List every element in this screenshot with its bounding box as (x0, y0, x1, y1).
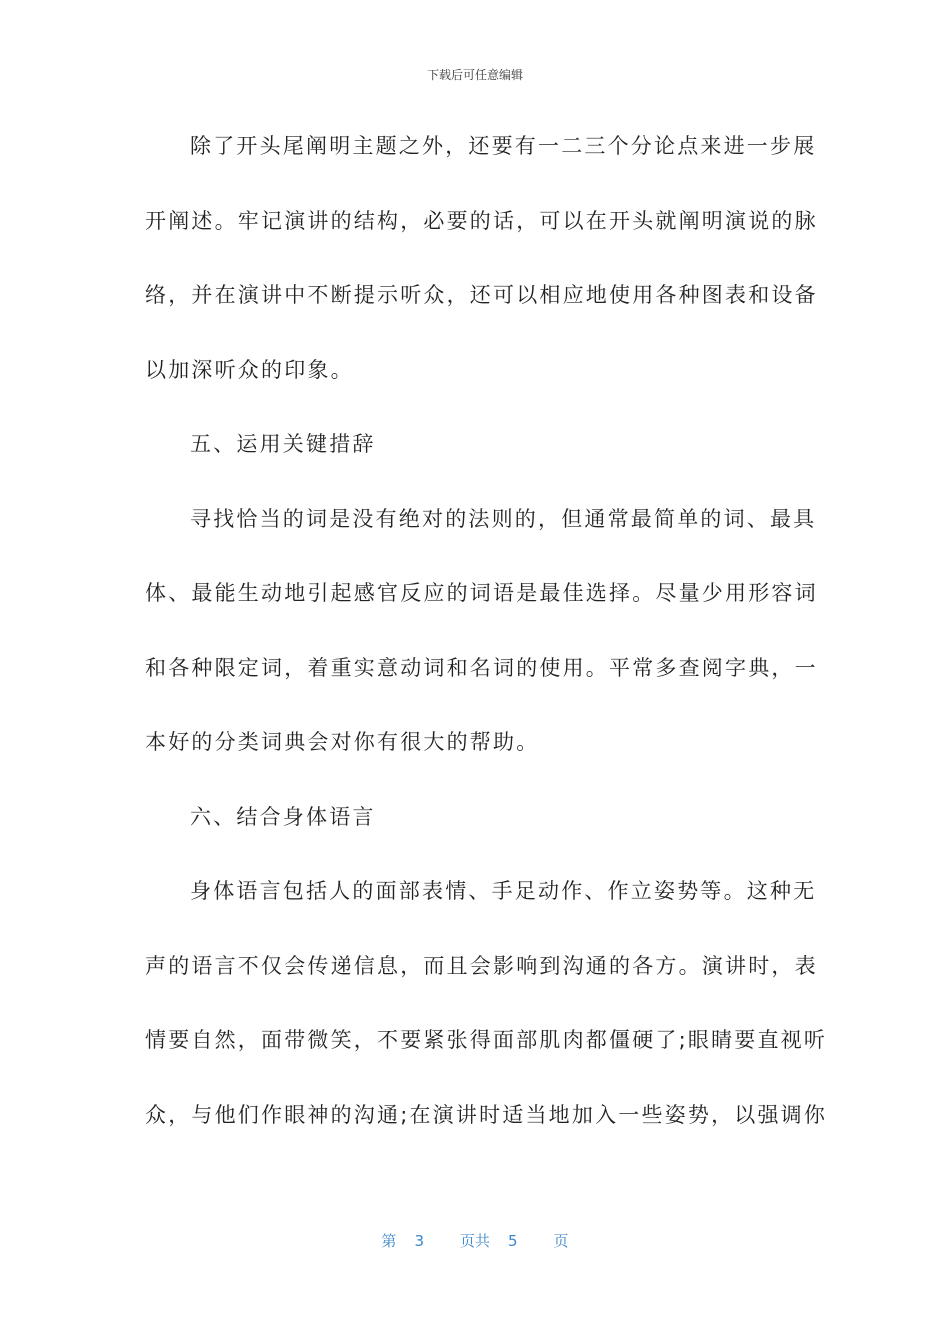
paragraph-line: 开阐述。牢记演讲的结构，必要的话，可以在开头就阐明演说的脉 (145, 208, 818, 233)
paragraph-line: 和各种限定词，着重实意动词和名词的使用。平常多查阅字典，一 (145, 655, 818, 680)
footer-page-number: 3 (414, 1232, 424, 1250)
paragraph-line: 除了开头尾阐明主题之外，还要有一二三个分论点来进一步展 (190, 134, 817, 158)
page-footer (0, 1230, 950, 1251)
section-heading-5: 五、运用关键措辞 (190, 432, 376, 456)
paragraph-line: 本好的分类词典会对你有很大的帮助。 (145, 730, 540, 754)
paragraph-line: 体、最能生动地引起感官反应的词语是最佳选择。尽量少用形容词 (145, 581, 818, 605)
footer-ye-gong: 页共 (459, 1232, 490, 1250)
footer-ye: 页 (553, 1232, 569, 1250)
paragraph-line: 声的语言不仅会传递信息，而且会影响到沟通的各方。演讲时，表 (145, 953, 818, 978)
footer-total-pages: 5 (508, 1232, 518, 1250)
document-body (145, 124, 828, 1167)
paragraph-line: 络，并在演讲中不断提示听众，还可以相应地使用各种图表和设备 (145, 283, 818, 307)
paragraph-line: 众，与他们作眼神的沟通;在演讲时适当地加入一些姿势，以强调你 (145, 1102, 828, 1127)
page-header-note: 下载后可任意编辑 (426, 68, 523, 82)
paragraph-line: 情要自然，面带微笑，不要紧张得面部肌肉都僵硬了;眼睛要直视听 (145, 1028, 828, 1052)
paragraph-line: 以加深听众的印象。 (145, 357, 354, 382)
paragraph-line: 身体语言包括人的面部表情、手足动作、作立姿势等。这种无 (190, 879, 817, 903)
footer-di: 第 (381, 1232, 397, 1250)
section-heading-6: 六、结合身体语言 (190, 804, 376, 829)
paragraph-line: 寻找恰当的词是没有绝对的法则的，但通常最简单的词、最具 (190, 506, 817, 531)
